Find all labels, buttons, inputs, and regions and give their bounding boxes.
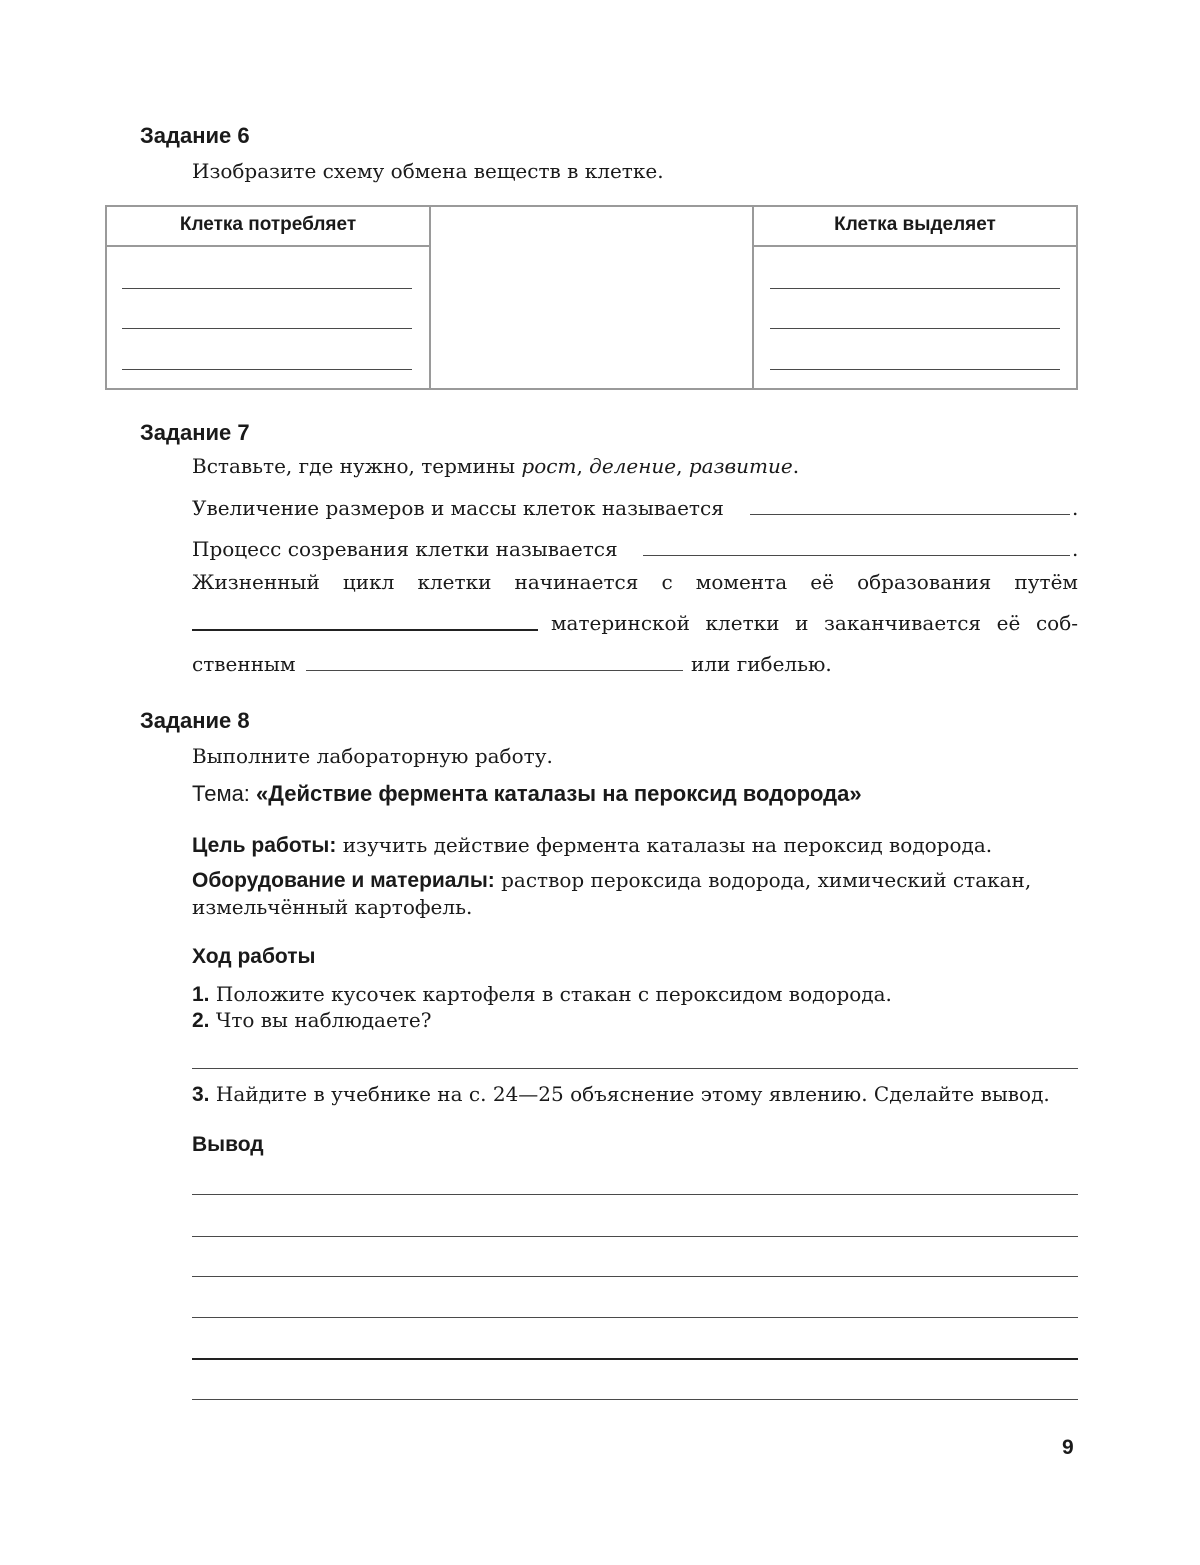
task7-heading: Задание 7 bbox=[140, 420, 250, 445]
step-2 bbox=[192, 1007, 431, 1034]
lab-equipment-text: раствор пероксида водорода, химический стакан, bbox=[494, 868, 1032, 892]
sentence-1-blank[interactable] bbox=[750, 514, 1070, 515]
lab-goal-text: изучить действие фермента каталазы на пероксид водорода. bbox=[336, 833, 993, 857]
conclusion-line-6[interactable] bbox=[192, 1399, 1078, 1400]
sentence-3-line-1: Жизненный цикл клетки начинается с момента её образования путём bbox=[192, 570, 1078, 594]
sentence-3-line-2: материнской клетки и заканчивается её соб- bbox=[551, 611, 1078, 635]
lab-equipment-label: Оборудование и материалы: bbox=[192, 869, 495, 892]
consumes-answer-line-3[interactable] bbox=[122, 369, 412, 370]
task7-instruction: Вставьте, где нужно, термины рост, деление, развитие. bbox=[192, 454, 800, 478]
page-number: 9 bbox=[1062, 1436, 1074, 1459]
consumes-answer-line-1[interactable] bbox=[122, 288, 412, 289]
sentence-3-line-3-start: ственным bbox=[192, 652, 296, 676]
lab-equipment bbox=[192, 867, 1031, 894]
sentence-3-blank-1[interactable] bbox=[192, 629, 538, 631]
step-2-number: 2. bbox=[192, 1009, 210, 1032]
conclusion-line-4[interactable] bbox=[192, 1317, 1078, 1318]
sentence-3-blank-2[interactable] bbox=[306, 670, 683, 671]
conclusion-heading: Вывод bbox=[192, 1133, 264, 1156]
consumes-answer-line-2[interactable] bbox=[122, 328, 412, 329]
conclusion-line-3[interactable] bbox=[192, 1276, 1078, 1277]
lab-topic-title: «Действие фермента каталазы на пероксид водорода» bbox=[256, 781, 862, 806]
task6-heading: Задание 6 bbox=[140, 123, 250, 148]
excretes-answer-line-3[interactable] bbox=[770, 369, 1060, 370]
sentence-2: Процесс созревания клетки называется bbox=[192, 537, 618, 561]
task8-instruction: Выполните лабораторную работу. bbox=[192, 744, 553, 768]
lab-goal bbox=[192, 832, 992, 859]
term-development: развитие bbox=[688, 454, 793, 478]
term-growth: рост bbox=[521, 454, 577, 478]
lab-topic bbox=[192, 781, 862, 807]
term-division: деление bbox=[589, 454, 677, 478]
step-3-text: Найдите в учебнике на с. 24—25 объяснение этому явлению. Сделайте вывод. bbox=[215, 1082, 1050, 1106]
sentence-1: Увеличение размеров и массы клеток называется bbox=[192, 496, 724, 520]
step-3-number: 3. bbox=[192, 1083, 210, 1106]
task8-heading: Задание 8 bbox=[140, 708, 250, 733]
lab-goal-label: Цель работы: bbox=[192, 834, 337, 857]
conclusion-line-2[interactable] bbox=[192, 1236, 1078, 1237]
excretes-answer-line-1[interactable] bbox=[770, 288, 1060, 289]
step-2-text: Что вы наблюдаете? bbox=[215, 1008, 432, 1032]
step-1-number: 1. bbox=[192, 983, 210, 1006]
table-left-header-divider bbox=[105, 245, 431, 247]
table-right-header-divider bbox=[752, 245, 1078, 247]
sentence-1-end: . bbox=[1072, 496, 1079, 520]
observation-answer-line[interactable] bbox=[192, 1068, 1078, 1069]
lab-topic-label: Тема: bbox=[192, 781, 257, 806]
sentence-2-blank[interactable] bbox=[643, 555, 1070, 556]
step-1-text: Положите кусочек картофеля в стакан с пероксидом водорода. bbox=[215, 982, 892, 1006]
lab-equipment-continued: измельчённый картофель. bbox=[192, 895, 473, 919]
task6-instruction: Изобразите схему обмена веществ в клетке. bbox=[192, 159, 664, 183]
conclusion-line-1[interactable] bbox=[192, 1194, 1078, 1195]
table-left-header: Клетка потребляет bbox=[179, 214, 357, 235]
sentence-2-end: . bbox=[1072, 537, 1079, 561]
step-3 bbox=[192, 1081, 1050, 1108]
step-1 bbox=[192, 981, 892, 1008]
table-middle-column[interactable] bbox=[429, 205, 754, 390]
procedure-heading: Ход работы bbox=[192, 945, 316, 968]
table-right-header: Клетка выделяет bbox=[834, 214, 996, 235]
sentence-3-line-3-end: или гибелью. bbox=[691, 652, 832, 676]
excretes-answer-line-2[interactable] bbox=[770, 328, 1060, 329]
conclusion-line-5[interactable] bbox=[192, 1358, 1078, 1360]
